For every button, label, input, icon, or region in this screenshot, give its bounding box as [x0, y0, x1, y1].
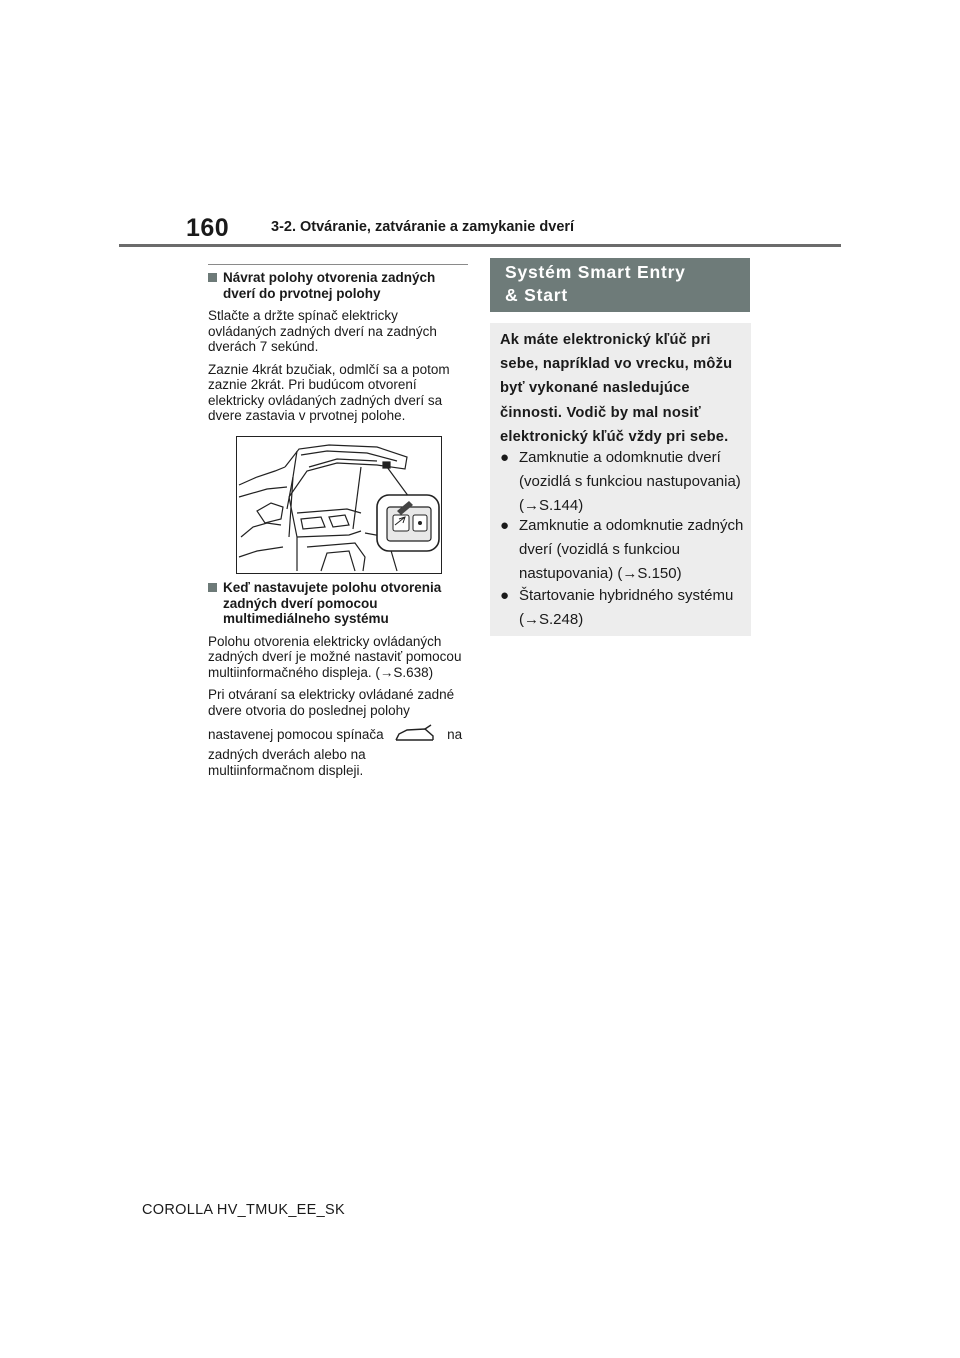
section-title: 3-2. Otváranie, zatváranie a zamykanie dverí: [271, 219, 575, 235]
banner-title-line2: & Start: [505, 285, 568, 305]
bullet-text: Zamknutie a odomknutie zadných dverí (vozidlá s funkciou nastupovania) (→S.150): [519, 517, 744, 582]
square-bullet-icon: [208, 270, 220, 301]
section-multimedia-setting: [208, 580, 468, 778]
paragraph: Polohu otvorenia elektricky ovládaných zadných dverí je možné nastaviť pomocou multiinformačného displeja. (→S.638): [208, 633, 462, 680]
footer-model: COROLLA HV_TMUK_EE_SK: [142, 1202, 345, 1218]
paragraph: Zaznie 4krát bzučiak, odmlčí sa a potom zaznie 2krát. Pri budúcom otvorení elektricky ovládaných zadných dverí sa dvere zastavia v prvotnej polohe.: [208, 361, 450, 423]
section-heading: [208, 580, 468, 627]
smart-entry-banner: [490, 258, 750, 312]
bullet-dot-icon: ●: [500, 587, 510, 604]
bullet-text: Štartovanie hybridného systému (→S.248): [519, 587, 734, 628]
section-reset-position: [208, 270, 468, 424]
text-fragment: nastavenej pomocou spínača: [208, 727, 384, 742]
list-item: [500, 514, 745, 586]
section-divider: [208, 264, 468, 265]
banner-title-line1: Systém Smart Entry: [505, 262, 686, 282]
header-divider: [119, 244, 841, 247]
square-bullet-icon: [208, 580, 220, 627]
list-item: [500, 584, 745, 632]
heading-text: Keď nastavujete polohu otvorenia zadných dverí pomocou multimediálneho systému: [223, 580, 442, 626]
list-item: [500, 446, 745, 518]
smart-entry-intro: Ak máte elektronický kľúč pri sebe, napríklad vo vrecku, môžu byť vykonané nasledujúce činnosti. Vodič by mal nosiť elektronický kľúč vždy pri sebe.: [500, 332, 733, 445]
tailgate-switch-icon: [393, 724, 437, 746]
page-number: 160: [186, 214, 230, 242]
bullet-dot-icon: ●: [500, 449, 510, 466]
paragraph-with-icon: [208, 723, 468, 747]
paragraph: Pri otváraní sa elektricky ovládané zadné dvere otvoria do poslednej polohy: [208, 687, 455, 718]
paragraph: Stlačte a držte spínač elektricky ovládaných zadných dverí na zadných dverách 7 sekúnd.: [208, 308, 437, 354]
section-heading: [208, 270, 468, 301]
bullet-dot-icon: ●: [500, 517, 510, 534]
tailgate-illustration: [236, 436, 442, 574]
text-fragment: na: [447, 727, 463, 742]
heading-text: Návrat polohy otvorenia zadných dverí do prvotnej polohy: [223, 270, 436, 301]
paragraph: zadných dverách alebo na multiinformačnom displeji.: [208, 747, 366, 778]
bullet-text: Zamknutie a odomknutie dverí (vozidlá s funkciou nastupovania) (→S.144): [519, 449, 741, 514]
